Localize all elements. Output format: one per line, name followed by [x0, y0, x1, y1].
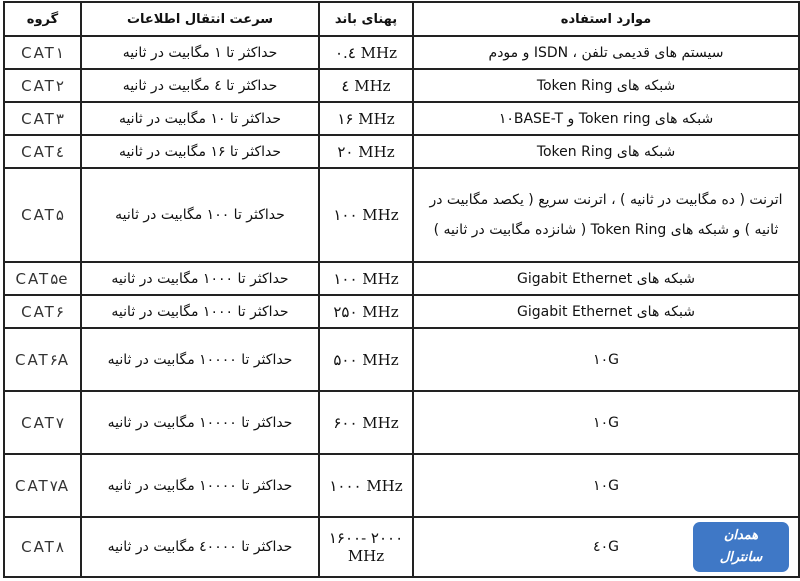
- cable-categories-table: [3, 1, 800, 578]
- speed-cell: حداکثر تا ۱۰۰۰ مگابیت در ثانیه: [81, 262, 319, 295]
- bandwidth-cell: ۱۰۰ MHz: [319, 168, 413, 262]
- speed-cell: حداکثر تا ۱۰۰ مگابیت در ثانیه: [81, 168, 319, 262]
- bandwidth-cell: ٤ MHz: [319, 69, 413, 102]
- table-row: [4, 517, 799, 577]
- table-row: [4, 135, 799, 168]
- usage-cell: شبکه های Gigabit Ethernet: [413, 262, 799, 295]
- logo-line-2: سانترال: [719, 550, 763, 565]
- group-cell: CAT۷: [4, 391, 81, 454]
- table-row: [4, 454, 799, 517]
- header-bandwidth: پهنای باند: [319, 2, 413, 36]
- bandwidth-cell: ۱۶ MHz: [319, 102, 413, 135]
- header-group: گروه: [4, 2, 81, 36]
- table-row: [4, 262, 799, 295]
- usage-cell: ٤۰G: [413, 517, 799, 577]
- logo-line-1: همدان: [723, 528, 759, 543]
- header-usage: موارد استفاده: [413, 2, 799, 36]
- usage-cell: اترنت ( ده مگابیت در ثانیه ) ، اترنت سریع ( یکصد مگابیت در ثانیه ) و شبکه های Token Ring ( شانزده مگابیت در ثانیه ): [413, 168, 799, 262]
- bandwidth-cell: ۰.٤ MHz: [319, 36, 413, 69]
- bandwidth-cell: ۱۰۰ MHz: [319, 262, 413, 295]
- table-row: [4, 295, 799, 328]
- header-row: [4, 2, 799, 36]
- group-cell: CAT۷A: [4, 454, 81, 517]
- usage-cell: شبکه های Gigabit Ethernet: [413, 295, 799, 328]
- bandwidth-cell: ۲۰ MHz: [319, 135, 413, 168]
- usage-cell: ۱۰G: [413, 454, 799, 517]
- header-speed: سرعت انتقال اطلاعات: [81, 2, 319, 36]
- speed-cell: حداکثر تا ۱۰ مگابیت در ثانیه: [81, 102, 319, 135]
- hamedan-central-logo: [693, 522, 789, 572]
- table-row: [4, 168, 799, 262]
- usage-cell: شبکه های Token Ring: [413, 135, 799, 168]
- bandwidth-cell: ۵۰۰ MHz: [319, 328, 413, 391]
- table-row: [4, 36, 799, 69]
- usage-cell: ۱۰G: [413, 328, 799, 391]
- group-cell: CAT۵: [4, 168, 81, 262]
- group-cell: CAT۸: [4, 517, 81, 577]
- usage-cell: ۱۰G: [413, 391, 799, 454]
- usage-cell: سیستم های قدیمی تلفن ، ISDN و مودم: [413, 36, 799, 69]
- bandwidth-cell: ۱۰۰۰ MHz: [319, 454, 413, 517]
- usage-cell: شبکه های Token Ring: [413, 69, 799, 102]
- speed-cell: حداکثر تا ۱۶ مگابیت در ثانیه: [81, 135, 319, 168]
- group-cell: CAT٤: [4, 135, 81, 168]
- speed-cell: حداکثر تا ۱۰۰۰۰ مگابیت در ثانیه: [81, 328, 319, 391]
- bandwidth-cell: ۶۰۰ MHz: [319, 391, 413, 454]
- bandwidth-cell: ۱۶۰۰- ۲۰۰۰ MHz: [319, 517, 413, 577]
- speed-cell: حداکثر تا ۱ مگابیت در ثانیه: [81, 36, 319, 69]
- speed-cell: حداکثر تا ٤ مگابیت در ثانیه: [81, 69, 319, 102]
- speed-cell: حداکثر تا ۱۰۰۰۰ مگابیت در ثانیه: [81, 454, 319, 517]
- speed-cell: حداکثر تا ۱۰۰۰ مگابیت در ثانیه: [81, 295, 319, 328]
- table-row: [4, 328, 799, 391]
- table-row: [4, 102, 799, 135]
- bandwidth-cell: ۲۵۰ MHz: [319, 295, 413, 328]
- group-cell: CAT۲: [4, 69, 81, 102]
- group-cell: CAT۳: [4, 102, 81, 135]
- usage-cell: شبکه های Token ring و ۱۰BASE-T: [413, 102, 799, 135]
- table-row: [4, 69, 799, 102]
- speed-cell: حداکثر تا ۱۰۰۰۰ مگابیت در ثانیه: [81, 391, 319, 454]
- group-cell: CAT۶: [4, 295, 81, 328]
- group-cell: CAT۵e: [4, 262, 81, 295]
- group-cell: CAT۱: [4, 36, 81, 69]
- table-row: [4, 391, 799, 454]
- group-cell: CAT۶A: [4, 328, 81, 391]
- speed-cell: حداکثر تا ٤۰۰۰۰ مگابیت در ثانیه: [81, 517, 319, 577]
